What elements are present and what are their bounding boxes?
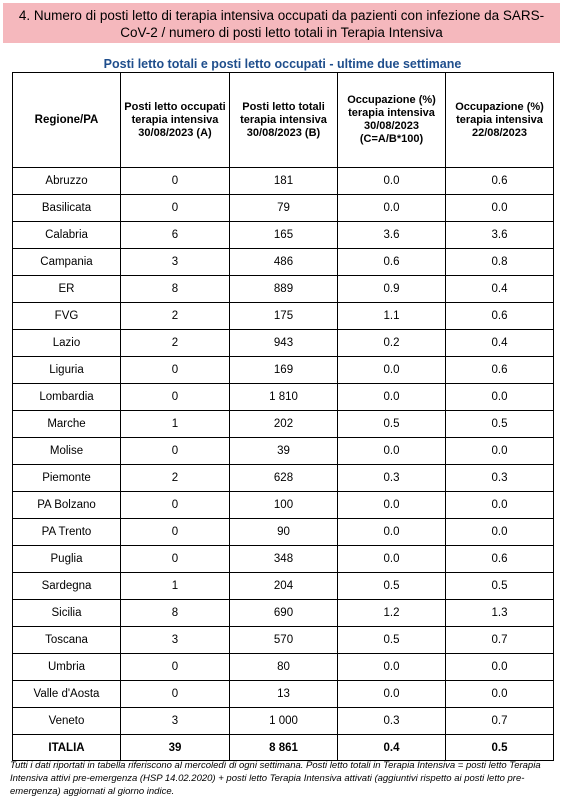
- cell-region: Umbria: [13, 654, 121, 681]
- cell-region: Sardegna: [13, 573, 121, 600]
- cell-occupancy-current: 0.3: [338, 708, 446, 735]
- cell-total: 13: [230, 681, 338, 708]
- section-title: [3, 3, 560, 43]
- cell-total: 165: [230, 222, 338, 249]
- icu-occupancy-table: [12, 72, 554, 761]
- cell-total: 80: [230, 654, 338, 681]
- cell-region: Sicilia: [13, 600, 121, 627]
- cell-total: 181: [230, 168, 338, 195]
- table-row: [13, 195, 554, 222]
- cell-occupancy-current: 0.2: [338, 330, 446, 357]
- column-header-total: [230, 73, 338, 168]
- cell-region: Basilicata: [13, 195, 121, 222]
- section-title-text: 4. Numero di posti letto di terapia intensiva occupati da pazienti con infezione da SARS-CoV-2 / numero di posti letto totali in Terapia Intensiva: [18, 8, 545, 40]
- table-row: [13, 519, 554, 546]
- column-header-total-text: Posti letto totali terapia intensiva 30/08/2023 (B): [240, 100, 327, 139]
- table-row: [13, 357, 554, 384]
- cell-total: 175: [230, 303, 338, 330]
- table-row: [13, 384, 554, 411]
- table-caption: Posti letto totali e posti letto occupati - ultime due settimane: [103, 57, 462, 71]
- footnote: Tutti i dati riportati in tabella riferiscono al mercoledì di ogni settimana. Posti letto totali in Terapia Intensiva = posti letto Terapia Intensiva attivi pre-emergenza (HSP 14.02.2020) + posti letto Terapia Intensiva attivati (aggiuntivi rispetto ai posti letto pre-emergenza) aggiornati al giorno indice.: [10, 760, 541, 797]
- cell-total: 39: [230, 438, 338, 465]
- column-header-region: Regione/PA: [13, 73, 121, 168]
- cell-occupied: 8: [121, 276, 230, 303]
- cell-region: Puglia: [13, 546, 121, 573]
- cell-occupancy-previous: 0.6: [446, 546, 554, 573]
- table-row: [13, 465, 554, 492]
- table-row: [13, 573, 554, 600]
- total-cell-region: ITALIA: [13, 735, 121, 761]
- cell-occupancy-previous: 0.7: [446, 627, 554, 654]
- table-row: [13, 708, 554, 735]
- table-row: [13, 249, 554, 276]
- table-row: [13, 330, 554, 357]
- total-cell-total: 8 861: [230, 735, 338, 761]
- table-row: [13, 222, 554, 249]
- cell-occupancy-previous: 0.6: [446, 357, 554, 384]
- cell-occupancy-previous: 0.4: [446, 330, 554, 357]
- cell-occupied: 1: [121, 573, 230, 600]
- cell-total: 169: [230, 357, 338, 384]
- cell-occupied: 1: [121, 411, 230, 438]
- column-header-occupied-text: Posti letto occupati terapia intensiva 30/08/2023 (A): [124, 100, 226, 139]
- cell-occupied: 0: [121, 195, 230, 222]
- cell-occupancy-previous: 1.3: [446, 600, 554, 627]
- cell-occupied: 0: [121, 384, 230, 411]
- cell-total: 348: [230, 546, 338, 573]
- column-header-occupied: [121, 73, 230, 168]
- cell-occupancy-previous: 0.0: [446, 492, 554, 519]
- cell-occupied: 0: [121, 438, 230, 465]
- table-row: [13, 654, 554, 681]
- table-row: [13, 600, 554, 627]
- table-row: [13, 411, 554, 438]
- cell-region: PA Trento: [13, 519, 121, 546]
- table-row: [13, 546, 554, 573]
- cell-occupancy-previous: 0.8: [446, 249, 554, 276]
- total-cell-occupancy-previous: 0.5: [446, 735, 554, 761]
- cell-region: Toscana: [13, 627, 121, 654]
- cell-occupancy-previous: 0.0: [446, 681, 554, 708]
- cell-occupancy-previous: 0.0: [446, 438, 554, 465]
- cell-region: ER: [13, 276, 121, 303]
- cell-total: 100: [230, 492, 338, 519]
- cell-occupancy-current: 0.6: [338, 249, 446, 276]
- cell-occupied: 2: [121, 303, 230, 330]
- cell-total: 204: [230, 573, 338, 600]
- cell-region: Molise: [13, 438, 121, 465]
- cell-occupancy-current: 3.6: [338, 222, 446, 249]
- cell-region: PA Bolzano: [13, 492, 121, 519]
- cell-occupancy-current: 0.0: [338, 357, 446, 384]
- cell-occupied: 2: [121, 465, 230, 492]
- cell-total: 628: [230, 465, 338, 492]
- cell-region: Calabria: [13, 222, 121, 249]
- cell-occupancy-current: 0.3: [338, 465, 446, 492]
- cell-occupancy-previous: 0.4: [446, 276, 554, 303]
- cell-occupied: 0: [121, 492, 230, 519]
- cell-total: 889: [230, 276, 338, 303]
- cell-region: Lazio: [13, 330, 121, 357]
- cell-region: Liguria: [13, 357, 121, 384]
- table-row: [13, 168, 554, 195]
- cell-total: 570: [230, 627, 338, 654]
- cell-occupancy-previous: 0.0: [446, 654, 554, 681]
- cell-occupancy-current: 0.0: [338, 384, 446, 411]
- cell-occupancy-current: 0.9: [338, 276, 446, 303]
- cell-occupancy-current: 0.0: [338, 168, 446, 195]
- cell-occupancy-previous: 0.0: [446, 384, 554, 411]
- total-cell-occupied: 39: [121, 735, 230, 761]
- cell-total: 1 000: [230, 708, 338, 735]
- cell-total: 90: [230, 519, 338, 546]
- column-header-occupancy-current: [338, 73, 446, 168]
- cell-occupancy-previous: 0.0: [446, 195, 554, 222]
- cell-occupied: 3: [121, 627, 230, 654]
- cell-occupancy-current: 1.1: [338, 303, 446, 330]
- cell-occupancy-current: 0.0: [338, 681, 446, 708]
- cell-occupancy-previous: 0.6: [446, 303, 554, 330]
- cell-region: FVG: [13, 303, 121, 330]
- cell-occupancy-current: 0.0: [338, 492, 446, 519]
- table-header-row: [13, 73, 554, 168]
- cell-region: Campania: [13, 249, 121, 276]
- cell-occupancy-current: 0.5: [338, 411, 446, 438]
- cell-occupied: 0: [121, 654, 230, 681]
- cell-region: Lombardia: [13, 384, 121, 411]
- cell-occupancy-current: 0.0: [338, 519, 446, 546]
- cell-occupied: 0: [121, 546, 230, 573]
- cell-occupancy-previous: 0.5: [446, 411, 554, 438]
- cell-region: Abruzzo: [13, 168, 121, 195]
- cell-region: Valle d'Aosta: [13, 681, 121, 708]
- cell-region: Marche: [13, 411, 121, 438]
- cell-occupied: 6: [121, 222, 230, 249]
- cell-occupied: 0: [121, 357, 230, 384]
- cell-occupied: 3: [121, 708, 230, 735]
- cell-occupancy-previous: 0.5: [446, 573, 554, 600]
- table-row: [13, 303, 554, 330]
- cell-occupied: 8: [121, 600, 230, 627]
- column-header-occupancy-previous-text: Occupazione (%) terapia intensiva 22/08/2023: [455, 100, 544, 139]
- cell-occupancy-previous: 0.7: [446, 708, 554, 735]
- column-header-occupancy-current-text: Occupazione (%) terapia intensiva 30/08/2023 (C=A/B*100): [347, 94, 436, 145]
- cell-occupancy-current: 1.2: [338, 600, 446, 627]
- cell-occupancy-previous: 0.6: [446, 168, 554, 195]
- cell-region: Piemonte: [13, 465, 121, 492]
- cell-occupancy-current: 0.0: [338, 654, 446, 681]
- cell-occupied: 0: [121, 168, 230, 195]
- cell-occupancy-previous: 3.6: [446, 222, 554, 249]
- table-row: [13, 492, 554, 519]
- table-body: [13, 168, 554, 761]
- column-header-occupancy-previous: [446, 73, 554, 168]
- table-row: [13, 627, 554, 654]
- cell-total: 1 810: [230, 384, 338, 411]
- cell-occupied: 2: [121, 330, 230, 357]
- cell-occupied: 3: [121, 249, 230, 276]
- cell-total: 943: [230, 330, 338, 357]
- table-row: [13, 276, 554, 303]
- table-row: [13, 438, 554, 465]
- cell-occupancy-previous: 0.3: [446, 465, 554, 492]
- cell-total: 79: [230, 195, 338, 222]
- table-total-row: [13, 735, 554, 761]
- cell-occupancy-current: 0.0: [338, 546, 446, 573]
- cell-region: Veneto: [13, 708, 121, 735]
- total-cell-occupancy-current: 0.4: [338, 735, 446, 761]
- cell-total: 202: [230, 411, 338, 438]
- cell-total: 486: [230, 249, 338, 276]
- cell-occupancy-current: 0.5: [338, 573, 446, 600]
- table-row: [13, 681, 554, 708]
- cell-occupancy-current: 0.0: [338, 438, 446, 465]
- cell-occupancy-current: 0.5: [338, 627, 446, 654]
- cell-occupied: 0: [121, 681, 230, 708]
- cell-occupancy-current: 0.0: [338, 195, 446, 222]
- cell-total: 690: [230, 600, 338, 627]
- cell-occupied: 0: [121, 519, 230, 546]
- cell-occupancy-previous: 0.0: [446, 519, 554, 546]
